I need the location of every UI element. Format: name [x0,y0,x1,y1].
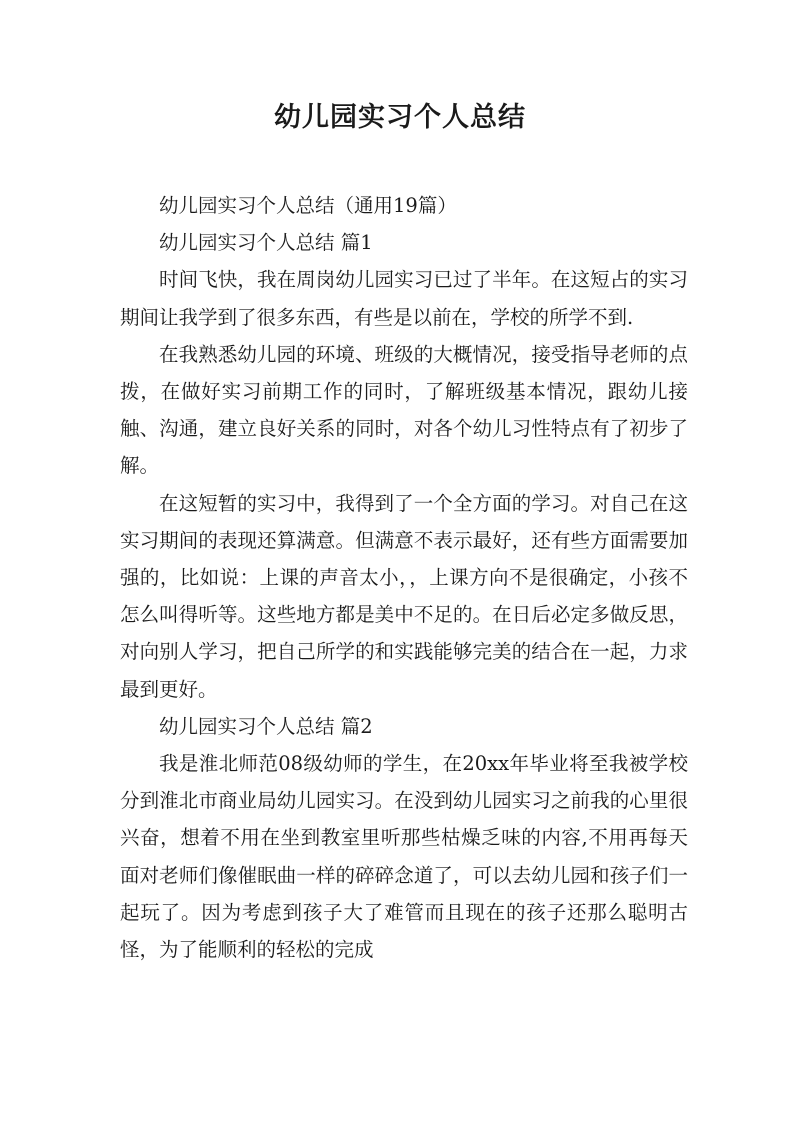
section-heading-2: 幼儿园实习个人总结 篇2 [159,714,373,738]
section-heading-1: 幼儿园实习个人总结 篇1 [159,231,373,255]
document-body [120,187,688,968]
body-paragraph: 我是淮北师范08级幼师的学生，在20xx年毕业将至我被学校分到淮北市商业局幼儿园实习。在没到幼儿园实习之前我的心里很兴奋，想着不用在坐到教室里听那些枯燥乏味的内容,不用再每天面对老师们像催眠曲一样的碎碎念道了，可以去幼儿园和孩子们一起玩了。因为考虑到孩子大了难管而且现在的孩子还那么聪明古怪，为了能顺利的轻松的完成 [120,752,688,962]
body-paragraph: 时间飞快，我在周岗幼儿园实习已过了半年。在这短占的实习期间让我学到了很多东西，有些是以前在，学校的所学不到. [120,268,688,329]
subtitle-paragraph: 幼儿园实习个人总结（通用19篇） [159,194,457,217]
body-paragraph: 在这短暂的实习中，我得到了一个全方面的学习。对自己在这实习期间的表现还算满意。但满意不表示最好，还有些方面需要加强的，比如说：上课的声音太小，，上课方向不是很确定，小孩不怎么叫得听等。这些地方都是美中不足的。在日后必定多做反思，对向别人学习，把自己所学的和实践能够完美的结合在一起，力求最到更好。 [120,491,688,701]
document-title: 幼儿园实习个人总结 [274,102,526,133]
body-paragraph: 在我熟悉幼儿园的环境、班级的大概情况，接受指导老师的点拨，在做好实习前期工作的同时，了解班级基本情况，跟幼儿接触、沟通，建立良好关系的同时，对各个幼儿习性特点有了初步了解。 [120,342,688,478]
